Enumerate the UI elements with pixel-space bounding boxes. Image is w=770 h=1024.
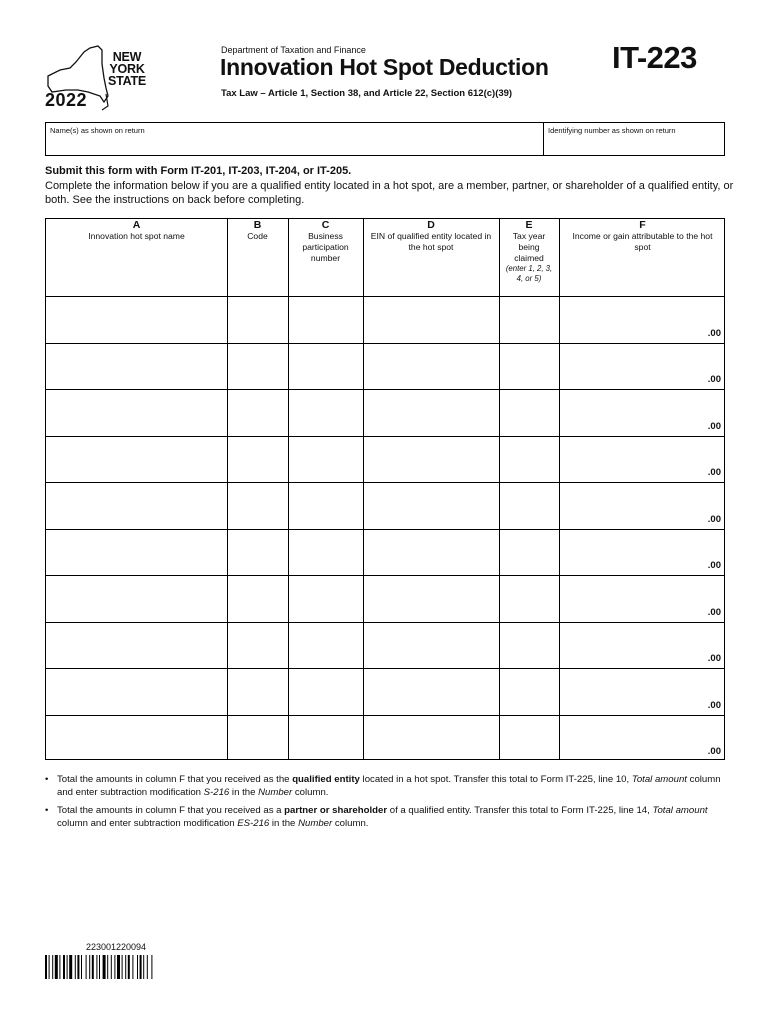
note-text: column and enter subtraction modification bbox=[57, 774, 721, 798]
row-divider bbox=[46, 715, 724, 716]
row-divider bbox=[46, 436, 724, 437]
row-divider bbox=[46, 622, 724, 623]
barcode-bar bbox=[89, 955, 90, 979]
column-label: Income or gain attributable to the hot spot bbox=[572, 231, 713, 252]
column-letter: D bbox=[427, 219, 435, 231]
note-text: column. bbox=[292, 787, 329, 798]
barcode-bar bbox=[86, 955, 87, 979]
barcode-bar bbox=[52, 955, 53, 979]
note-italic: Total amount bbox=[631, 774, 687, 785]
note-emphasis: qualified entity bbox=[292, 774, 360, 785]
barcode-bar bbox=[151, 955, 152, 979]
form-title: Innovation Hot Spot Deduction bbox=[220, 54, 549, 80]
column-letter: C bbox=[321, 219, 330, 231]
column-letter: F bbox=[639, 219, 646, 231]
note-text: Total the amounts in column F that you received as a bbox=[57, 805, 285, 816]
barcode-bar bbox=[117, 955, 120, 979]
barcode-bar bbox=[103, 955, 106, 979]
row-divider bbox=[46, 343, 724, 344]
column-header-a bbox=[46, 219, 227, 242]
amount-field-row-2[interactable]: .00 bbox=[707, 374, 721, 385]
column-header-b bbox=[227, 219, 288, 242]
barcode-bar bbox=[114, 955, 115, 979]
form-number: IT-223 bbox=[612, 40, 697, 75]
amount-field-row-10[interactable]: .00 bbox=[707, 746, 721, 757]
column-divider bbox=[499, 219, 500, 759]
note-italic: Total amount bbox=[652, 805, 708, 816]
barcode-bar bbox=[45, 955, 47, 979]
tax-year: 2022 bbox=[45, 90, 88, 110]
amount-field-row-4[interactable]: .00 bbox=[707, 467, 721, 478]
row-divider bbox=[46, 389, 724, 390]
barcode-bar bbox=[125, 955, 126, 979]
note-text: in the bbox=[269, 818, 299, 829]
column-header-f bbox=[559, 219, 726, 253]
column-label: Tax year being claimed bbox=[512, 231, 546, 263]
hot-spot-table bbox=[45, 218, 725, 760]
form-subtitle: Tax Law – Article 1, Section 38, and Article 22, Section 612(c)(39) bbox=[221, 88, 513, 99]
column-divider bbox=[288, 219, 289, 759]
note-italic: S-216 bbox=[203, 787, 230, 798]
notes-section bbox=[45, 773, 735, 835]
note-italic: Number bbox=[258, 787, 293, 798]
barcode-bar bbox=[96, 955, 97, 979]
column-header-d bbox=[363, 219, 499, 253]
barcode-bar bbox=[137, 955, 138, 979]
column-label: EIN of qualified entity located in the hot spot bbox=[370, 231, 492, 252]
bullet: • bbox=[45, 774, 49, 785]
barcode-number: 223001220094 bbox=[86, 942, 147, 952]
barcode-icon bbox=[45, 955, 195, 979]
complete-instruction: Complete the information below if you are a qualified entity located in a hot spot, are a member, partner, or shareholder of a qualified entity, or both. See the instructions on back before completing. bbox=[45, 179, 734, 206]
barcode-bar bbox=[81, 955, 82, 979]
barcode-bar bbox=[111, 955, 112, 979]
barcode-bar bbox=[140, 955, 142, 979]
column-letter: A bbox=[132, 219, 141, 231]
note-italic: ES-216 bbox=[237, 818, 270, 829]
barcode-bar bbox=[59, 955, 60, 979]
barcode-bar bbox=[55, 955, 58, 979]
submit-instruction: Submit this form with Form IT-201, IT-203, IT-204, or IT-205. bbox=[45, 165, 352, 177]
note-text: Total the amounts in column F that you received as the bbox=[57, 774, 293, 785]
column-letter: E bbox=[525, 219, 533, 231]
barcode-bar bbox=[67, 955, 68, 979]
taxpayer-id-box bbox=[45, 122, 725, 156]
bullet: • bbox=[45, 805, 49, 816]
row-divider bbox=[46, 575, 724, 576]
note-text: column. bbox=[332, 818, 369, 829]
column-divider bbox=[559, 219, 560, 759]
column-label: Code bbox=[247, 231, 268, 241]
id-number-field-label: Identifying number as shown on return bbox=[548, 126, 676, 135]
barcode-bar bbox=[147, 955, 148, 979]
column-letter: B bbox=[253, 219, 262, 231]
column-label: Business participation number bbox=[302, 231, 349, 263]
column-header-c bbox=[288, 219, 363, 264]
nys-logo-text: NEW YORK STATE bbox=[107, 50, 147, 88]
barcode-bar bbox=[49, 955, 50, 979]
barcode-bar bbox=[132, 955, 133, 979]
amount-field-row-6[interactable]: .00 bbox=[707, 560, 721, 571]
row-divider bbox=[46, 668, 724, 669]
column-note: (enter 1, 2, 3, 4, or 5) bbox=[505, 264, 553, 283]
column-divider bbox=[227, 219, 228, 759]
barcode-bar bbox=[63, 955, 65, 979]
amount-field-row-8[interactable]: .00 bbox=[707, 653, 721, 664]
instructions bbox=[45, 164, 735, 208]
amount-field-row-3[interactable]: .00 bbox=[707, 420, 721, 432]
note-partner-shareholder bbox=[45, 804, 735, 830]
barcode-bar bbox=[92, 955, 94, 979]
note-text: column and enter subtraction modification bbox=[57, 818, 238, 829]
note-text: in the bbox=[229, 787, 259, 798]
barcode-bar bbox=[99, 955, 100, 979]
note-text: of a qualified entity. Transfer this total to Form IT-225, line 14, bbox=[387, 805, 653, 816]
barcode-bar bbox=[107, 955, 108, 979]
barcode-bar bbox=[69, 955, 72, 979]
note-qualified-entity bbox=[45, 773, 735, 799]
name-field-label: Name(s) as shown on return bbox=[50, 126, 145, 135]
row-divider bbox=[46, 482, 724, 483]
column-label: Innovation hot spot name bbox=[88, 231, 185, 241]
note-text: located in a hot spot. Transfer this total to Form IT-225, line 10, bbox=[359, 774, 632, 785]
column-divider bbox=[363, 219, 364, 759]
department-name: Department of Taxation and Finance bbox=[221, 45, 366, 55]
barcode-bar bbox=[143, 955, 144, 979]
amount-field-row-5[interactable]: .00 bbox=[707, 513, 721, 525]
row-divider bbox=[46, 296, 724, 297]
note-emphasis: partner or shareholder bbox=[284, 805, 388, 816]
amount-field-row-7[interactable]: .00 bbox=[707, 606, 721, 618]
amount-field-row-9[interactable]: .00 bbox=[707, 699, 721, 711]
column-header-e bbox=[499, 219, 559, 284]
barcode-bar bbox=[77, 955, 79, 979]
amount-field-row-1[interactable]: .00 bbox=[707, 327, 721, 339]
row-divider bbox=[46, 529, 724, 530]
note-italic: Number bbox=[298, 818, 333, 829]
barcode-bar bbox=[122, 955, 123, 979]
barcode-bar bbox=[75, 955, 76, 979]
barcode-bar bbox=[128, 955, 130, 979]
id-box-divider bbox=[543, 123, 544, 155]
